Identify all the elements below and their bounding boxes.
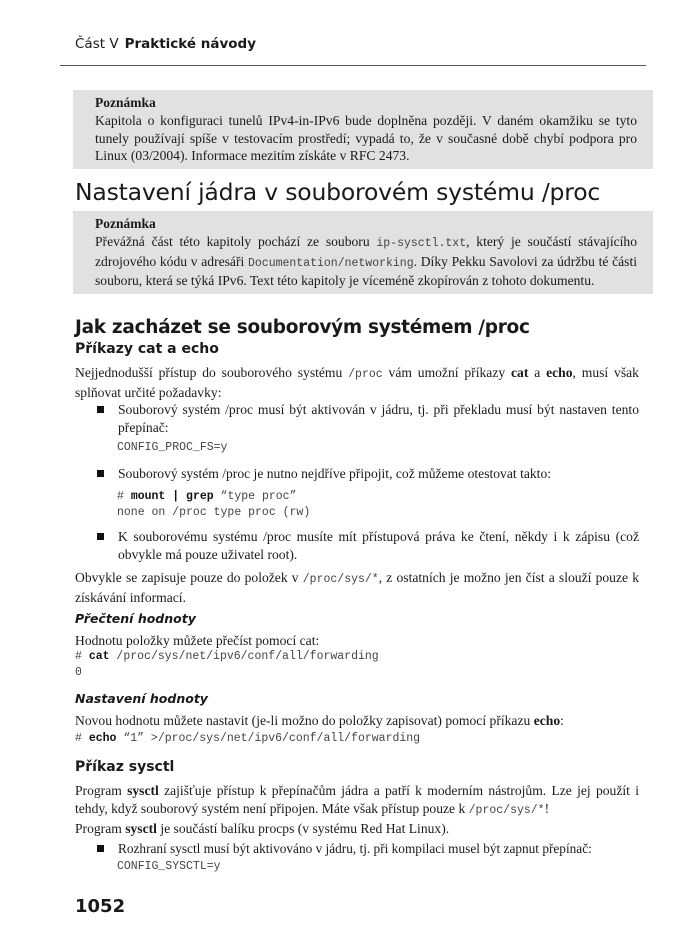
part-title: Praktické návody bbox=[124, 36, 257, 52]
note-text: Převážná část této kapitoly pochází ze souboru ip-sysctl.txt, který je součástí stávajícího zdrojového kódu v adresáři Documentation/networking. Díky Pekku Savolovi za údržbu té části souboru, která se týká IPv6. Text této kapitoly je víceméně zkopírován z tohoto dokumentu. bbox=[95, 234, 638, 288]
paragraph: Program sysctl zajišťuje přístup k přepínačům jádra a patří k moderním nástrojům. Lze jej použít i tehdy, když souborový systém není připojen. Máte však přístup pouze k /proc/sys/*! bbox=[75, 783, 639, 817]
note-box-source bbox=[73, 211, 653, 294]
note-title: Poznámka bbox=[95, 95, 156, 110]
paragraph: Obvykle se zapisuje pouze do položek v /proc/sys/*, z ostatních je možno jen číst a slouží pouze k získávání informací. bbox=[75, 570, 639, 605]
list-item: Souborový systém /proc je nutno nejdříve připojit, což můžeme otestovat takto: bbox=[97, 465, 639, 483]
set-value-heading: Nastavení hodnoty bbox=[75, 691, 208, 706]
list-item: K souborovému systému /proc musíte mít přístupová práva ke čtení, někdy i k zápisu (což obvykle má pouze uživatel root). bbox=[97, 528, 639, 563]
chapter-heading: Nastavení jádra v souborovém systému /proc bbox=[75, 178, 601, 206]
subsection-heading: Příkazy cat a echo bbox=[75, 341, 219, 357]
paragraph: Program sysctl je součástí balíku procps (v systému Red Hat Linux). bbox=[75, 821, 450, 836]
code-block: CONFIG_PROC_FS=y bbox=[117, 441, 228, 454]
bullet-icon bbox=[97, 470, 104, 477]
note-text: Kapitola o konfiguraci tunelů IPv4-in-IPv6 bude doplněna později. V daném okamžiku se tyto tunely používají spíše v testovacím prostředí; vypadá to, že v současné době chybí podpora pro Linux (03/2004). Informace mezitím získáte v RFC 2473. bbox=[95, 113, 637, 163]
paragraph: Novou hodnotu můžete nastavit (je-li možno do položky zapisovat) pomocí příkazu echo: bbox=[75, 713, 564, 728]
bullet-icon bbox=[97, 406, 104, 413]
paragraph: Hodnotu položky můžete přečíst pomocí cat: bbox=[75, 633, 320, 648]
inline-code: ip-sysctl.txt bbox=[376, 237, 467, 250]
bullet-icon bbox=[97, 533, 104, 540]
code-block: # cat /proc/sys/net/ipv6/conf/all/forwarding 0 bbox=[75, 650, 379, 679]
inline-code: Documentation/networking bbox=[247, 256, 414, 270]
read-value-heading: Přečtení hodnoty bbox=[75, 611, 196, 626]
paragraph: Nejjednodušší přístup do souborového systému /proc vám umožní příkazy cat a echo, musí však splňovat určité požadavky: bbox=[75, 365, 639, 400]
part-label: Část V bbox=[75, 36, 119, 52]
subsection-heading: Příkaz sysctl bbox=[75, 759, 175, 775]
page-number: 1052 bbox=[75, 896, 126, 917]
list-item: Souborový systém /proc musí být aktivován v jádru, tj. při překladu musí být nastaven tento přepínač: bbox=[97, 401, 639, 436]
code-block: # echo “1” >/proc/sys/net/ipv6/conf/all/forwarding bbox=[75, 732, 421, 745]
code-block: # mount | grep “type proc” none on /proc type proc (rw) bbox=[117, 490, 311, 519]
section-heading: Jak zacházet se souborovým systémem /proc bbox=[75, 317, 530, 338]
running-header bbox=[75, 36, 639, 53]
list-item: Rozhraní sysctl musí být aktivováno v jádru, tj. při kompilaci musel být zapnut přepínač: bbox=[97, 840, 639, 858]
header-rule bbox=[60, 65, 646, 66]
note-box-tunnels bbox=[73, 90, 653, 169]
note-title: Poznámka bbox=[95, 216, 156, 231]
code-block: CONFIG_SYSCTL=y bbox=[117, 860, 221, 873]
bullet-icon bbox=[97, 845, 104, 852]
